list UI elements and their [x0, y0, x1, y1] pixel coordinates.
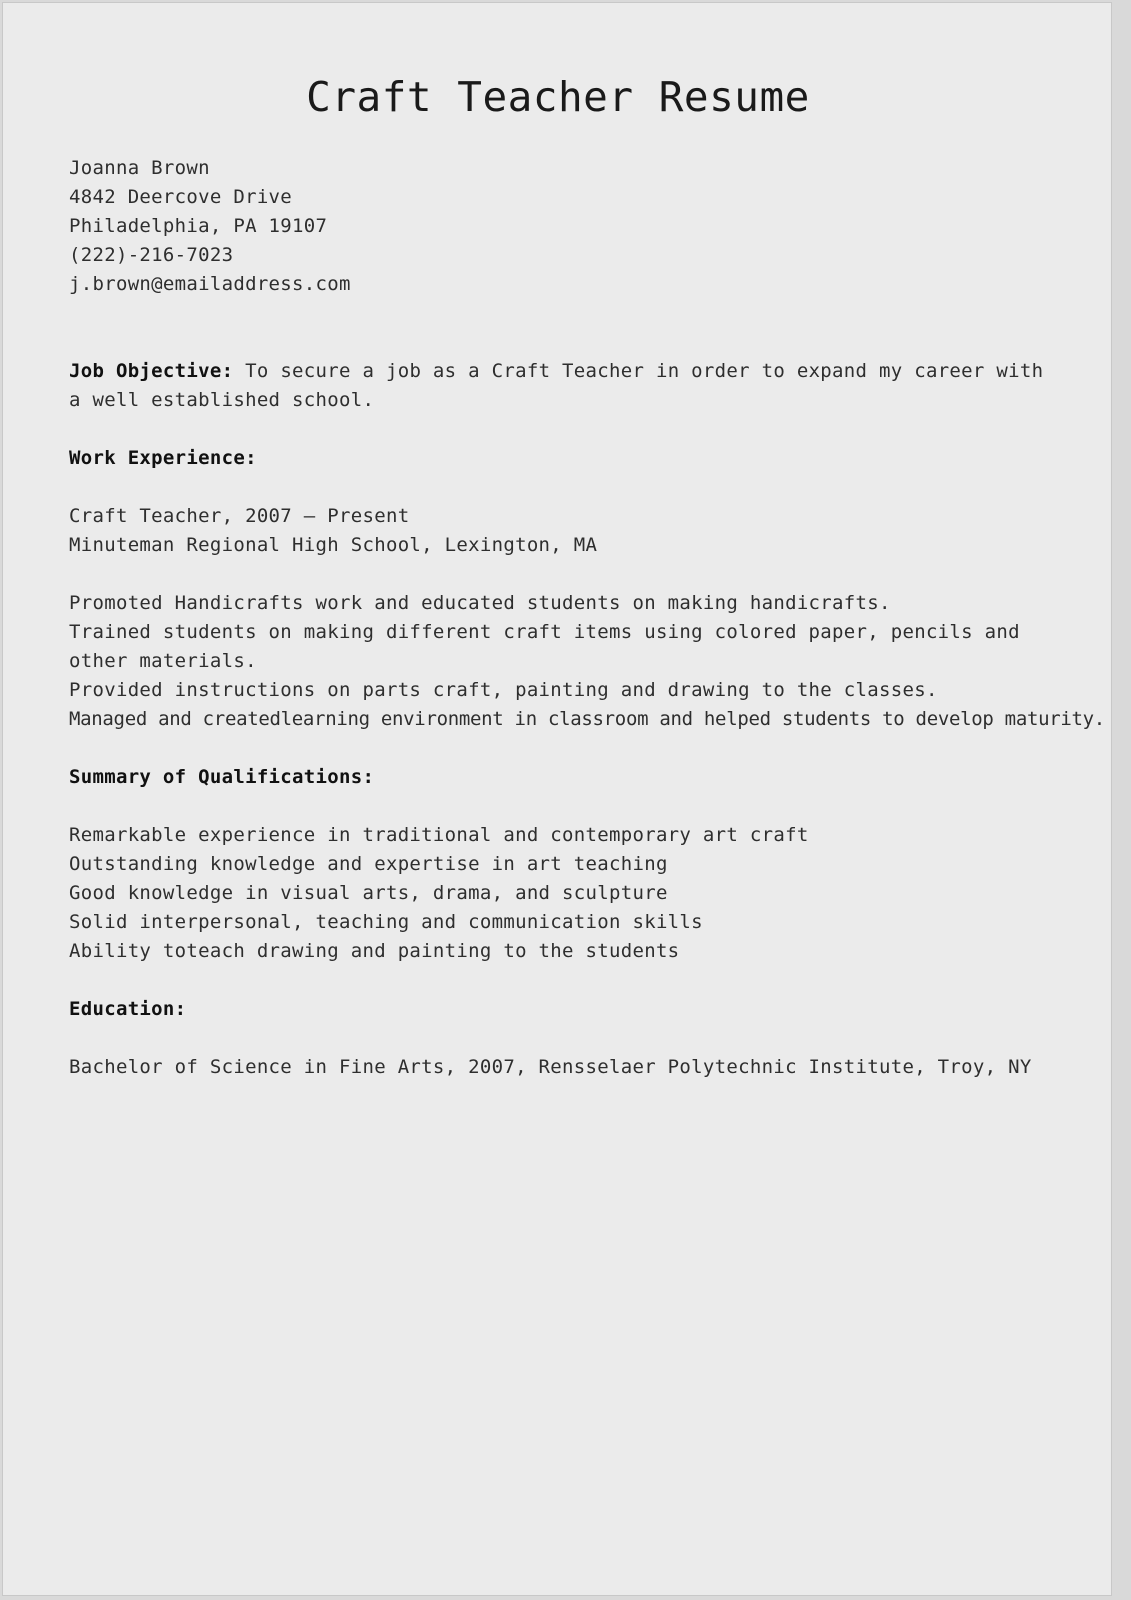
qualification-item: Remarkable experience in traditional and contemporary art craft — [69, 824, 809, 846]
qualification-item: Solid interpersonal, teaching and communication skills — [69, 911, 703, 933]
qualification-item: Outstanding knowledge and expertise in art teaching — [69, 853, 668, 875]
contact-name: Joanna Brown — [69, 157, 210, 179]
qualification-item: Ability toteach drawing and painting to the students — [69, 940, 680, 962]
job-position: Craft Teacher, 2007 – Present — [69, 505, 410, 527]
contact-email: j.brown@emailaddress.com — [69, 273, 351, 295]
job-employer: Minuteman Regional High School, Lexington, MA — [69, 534, 598, 556]
duty-item: Managed and createdlearning environment in classroom and helped students to develop maturity. — [69, 708, 1105, 730]
education-heading: Education: — [69, 998, 187, 1020]
objective-label: Job Objective: — [69, 360, 234, 382]
contact-street: 4842 Deercove Drive — [69, 186, 293, 208]
work-experience-heading: Work Experience: — [69, 447, 257, 469]
qualifications-list — [69, 821, 1059, 966]
work-experience-section — [69, 444, 1105, 734]
duty-item: Provided instructions on parts craft, painting and drawing to the classes. — [69, 679, 938, 701]
qualifications-heading: Summary of Qualifications: — [69, 766, 375, 788]
duty-item: Trained students on making different craft items using colored paper, pencils and other materials. — [69, 621, 1020, 672]
contact-phone: (222)-216-7023 — [69, 244, 234, 266]
contact-block — [69, 154, 1059, 299]
education-section — [69, 995, 1059, 1082]
job-duties — [69, 589, 1105, 734]
duty-item: Promoted Handicrafts work and educated students on making handicrafts. — [69, 592, 891, 614]
resume-title: Craft Teacher Resume — [306, 73, 810, 121]
qualification-item: Good knowledge in visual arts, drama, and sculpture — [69, 882, 668, 904]
qualifications-section — [69, 763, 1059, 966]
contact-city: Philadelphia, PA 19107 — [69, 215, 328, 237]
objective-paragraph — [69, 357, 1059, 415]
resume-page — [2, 2, 1112, 1596]
objective-section — [69, 357, 1059, 415]
resume-body — [69, 154, 1105, 1082]
education-degree: Bachelor of Science in Fine Arts, 2007, Rensselaer Polytechnic Institute, Troy, NY — [69, 1056, 1032, 1078]
job-entry — [69, 502, 1059, 560]
objective-text: To secure a job as a Craft Teacher in order to expand my career with a well established school. — [69, 360, 1044, 411]
